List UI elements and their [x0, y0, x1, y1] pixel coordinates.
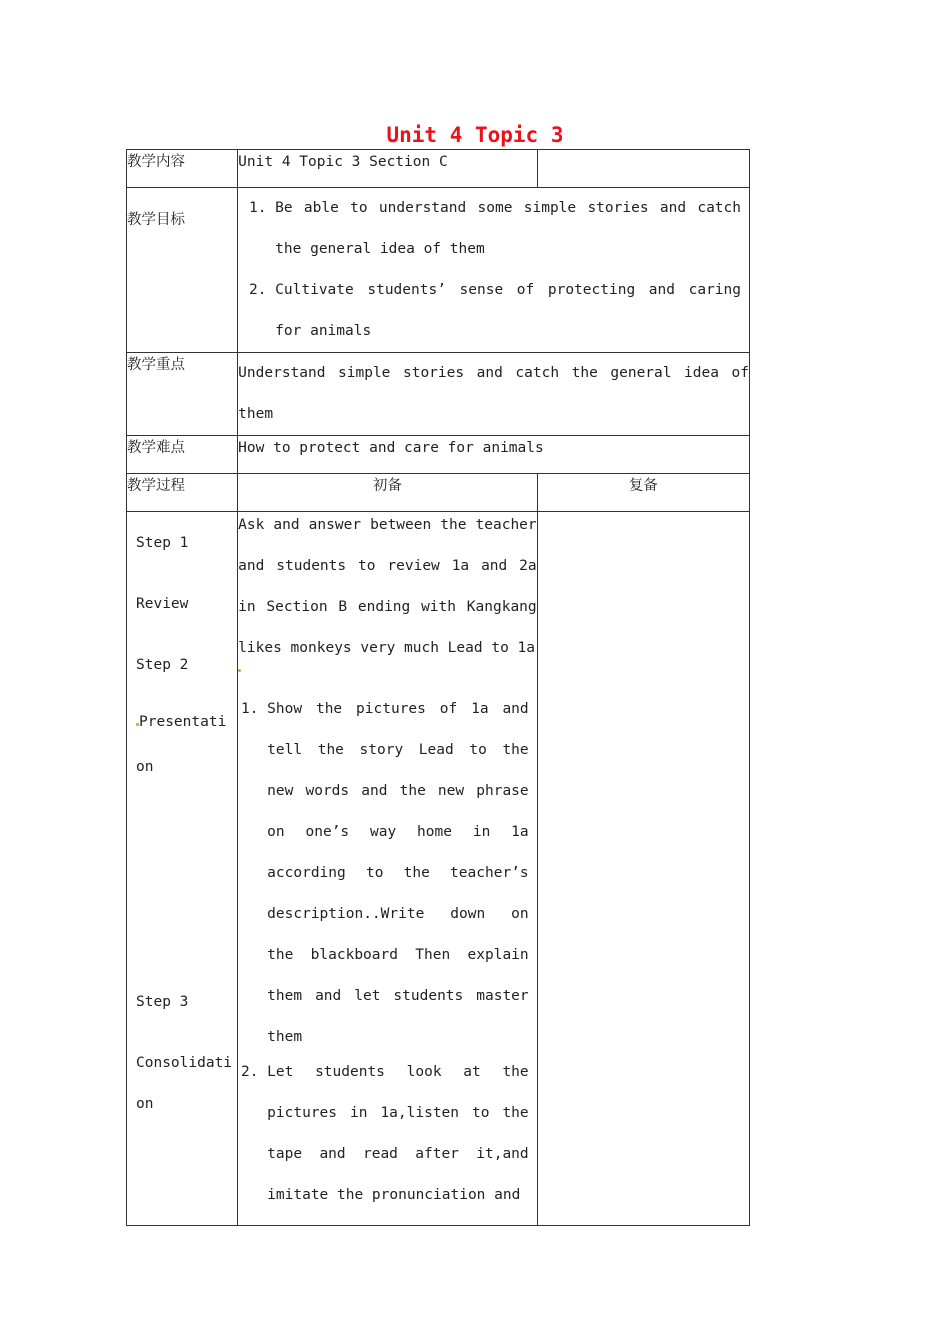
procedure-item: 1. Show the pictures of 1a and tell the story Lead to the new words and the new phrase on one’s way home in 1a according to the teacher’s description..Write down on the blackboard Then explain them and let students master them — [267, 689, 528, 1058]
procedure-column — [238, 512, 537, 1226]
review-column — [537, 512, 749, 1226]
step1-name: Review — [136, 596, 189, 612]
goal-item: 1. Be able to understand some simple stories and catch the general idea of them — [275, 188, 741, 270]
page-title: Unit 4 Topic 3 — [386, 123, 564, 147]
value-difficult-points: How to protect and care for animals — [238, 436, 750, 474]
step3-label: Step 3 — [136, 994, 189, 1010]
cell-empty — [537, 150, 749, 188]
procedure-list — [238, 689, 536, 1216]
goals-list — [238, 188, 749, 352]
step2-label: Step 2 — [136, 657, 189, 673]
row-process-body — [127, 512, 750, 1226]
goal-item: 2. Cultivate students’ sense of protecting and caring for animals — [275, 270, 741, 352]
row-content — [127, 150, 750, 188]
step2-name-tail: on — [136, 759, 154, 775]
col-review-header: 复备 — [537, 474, 749, 512]
mark-dot — [238, 669, 241, 672]
value-key-points: Understand simple stories and catch the general idea of them — [238, 353, 750, 436]
step1-label: Step 1 — [136, 535, 189, 551]
row-key-points — [127, 353, 750, 436]
label-process: 教学过程 — [127, 474, 238, 512]
row-goals — [127, 188, 750, 353]
procedure-intro: Ask and answer between the teacher and students to review 1a and 2a in Section B ending with Kangkang likes monkeys very much Lead to 1a — [238, 517, 537, 656]
lesson-plan-table — [126, 149, 750, 1226]
value-content: Unit 4 Topic 3 Section C — [238, 150, 537, 188]
label-key-points: 教学重点 — [127, 353, 238, 436]
steps-column — [127, 512, 238, 1226]
row-difficult-points — [127, 436, 750, 474]
step3-name-tail: on — [136, 1096, 154, 1112]
label-goals: 教学目标 — [127, 188, 238, 353]
step3-name: Consolidati — [136, 1055, 233, 1071]
col-initial-header: 初备 — [238, 474, 537, 512]
step2-name: Presentati — [136, 710, 226, 734]
value-goals — [238, 188, 750, 353]
label-difficult-points: 教学难点 — [127, 436, 238, 474]
procedure-item: 2. Let students look at the pictures in 1a,listen to the tape and read after it,and imitate the pronunciation and — [267, 1052, 528, 1216]
spacer — [238, 669, 536, 689]
label-content: 教学内容 — [127, 150, 238, 188]
